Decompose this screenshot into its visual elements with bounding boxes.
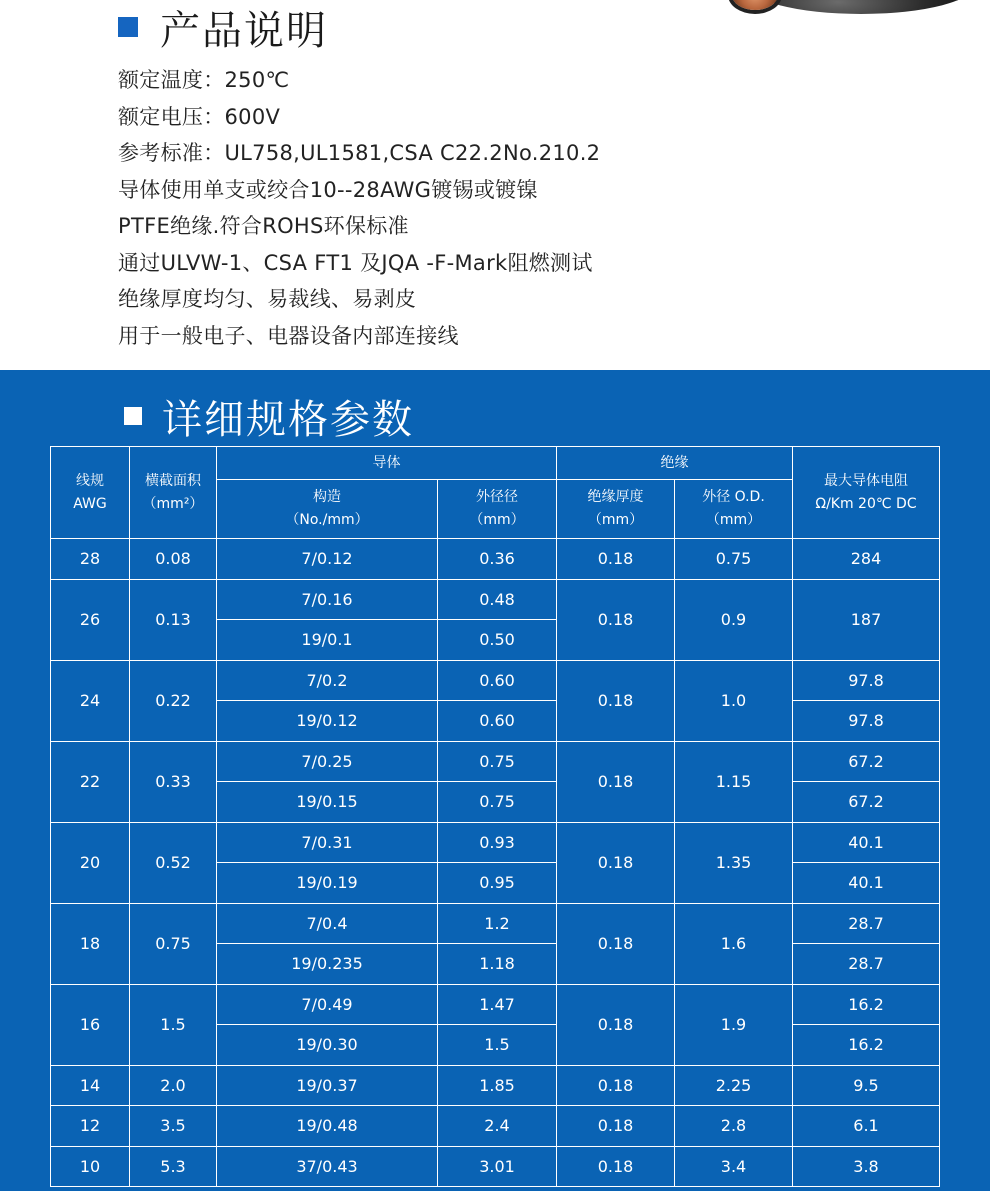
conductor-diameter-cell: 0.75 <box>438 782 557 823</box>
resistance-cell: 6.1 <box>793 1106 940 1147</box>
area-cell: 0.08 <box>130 539 217 580</box>
awg-cell: 14 <box>51 1065 130 1106</box>
awg-cell: 24 <box>51 660 130 741</box>
conductor-diameter-cell: 1.5 <box>438 1025 557 1066</box>
description-line: PTFE绝缘.符合ROHS环保标准 <box>118 214 409 238</box>
awg-cell: 18 <box>51 903 130 984</box>
header-conductor-diameter: 外径径 （mm） <box>438 480 557 539</box>
header-outer-diameter: 外径 O.D. （mm） <box>675 480 793 539</box>
cable-photo <box>720 0 990 18</box>
outer-diameter-cell: 0.75 <box>675 539 793 580</box>
resistance-cell: 3.8 <box>793 1146 940 1187</box>
outer-diameter-cell: 2.8 <box>675 1106 793 1147</box>
area-cell: 0.22 <box>130 660 217 741</box>
description-line: 导体使用单支或绞合10--28AWG镀锡或镀镍 <box>118 177 538 202</box>
conductor-diameter-cell: 0.93 <box>438 822 557 863</box>
table-row <box>51 1106 940 1147</box>
awg-cell: 28 <box>51 539 130 580</box>
resistance-cell: 187 <box>793 579 940 660</box>
structure-cell: 19/0.19 <box>217 863 438 904</box>
header-structure: 构造 （No./mm） <box>217 480 438 539</box>
insulation-thickness-cell: 0.18 <box>557 539 675 580</box>
description-line: 额定电压：600V <box>118 104 281 129</box>
outer-diameter-cell: 0.9 <box>675 579 793 660</box>
table-row <box>51 1065 940 1106</box>
table-row <box>51 579 940 620</box>
section-title: 详细规格参数 <box>162 396 414 443</box>
structure-cell: 19/0.12 <box>217 701 438 742</box>
conductor-diameter-cell: 1.47 <box>438 984 557 1025</box>
conductor-diameter-cell: 0.50 <box>438 620 557 661</box>
conductor-diameter-cell: 0.95 <box>438 863 557 904</box>
resistance-cell: 9.5 <box>793 1065 940 1106</box>
resistance-cell: 67.2 <box>793 782 940 823</box>
table-row <box>51 822 940 863</box>
conductor-diameter-cell: 1.2 <box>438 903 557 944</box>
outer-diameter-cell: 1.0 <box>675 660 793 741</box>
insulation-thickness-cell: 0.18 <box>557 1065 675 1106</box>
resistance-cell: 284 <box>793 539 940 580</box>
area-cell: 3.5 <box>130 1106 217 1147</box>
table-row <box>51 1146 940 1187</box>
awg-cell: 22 <box>51 741 130 822</box>
structure-cell: 19/0.1 <box>217 620 438 661</box>
awg-cell: 26 <box>51 579 130 660</box>
resistance-cell: 97.8 <box>793 660 940 701</box>
description-line: 用于一般电子、电器设备内部连接线 <box>118 323 459 348</box>
structure-cell: 19/0.235 <box>217 944 438 985</box>
conductor-diameter-cell: 0.75 <box>438 741 557 782</box>
conductor-diameter-cell: 0.48 <box>438 579 557 620</box>
resistance-cell: 40.1 <box>793 863 940 904</box>
outer-diameter-cell: 3.4 <box>675 1146 793 1187</box>
area-cell: 0.33 <box>130 741 217 822</box>
conductor-diameter-cell: 1.18 <box>438 944 557 985</box>
header-awg: 线规 AWG <box>51 447 130 539</box>
insulation-thickness-cell: 0.18 <box>557 1146 675 1187</box>
resistance-cell: 28.7 <box>793 944 940 985</box>
outer-diameter-cell: 1.35 <box>675 822 793 903</box>
section-title: 产品说明 <box>160 7 328 54</box>
square-bullet-icon <box>118 17 138 37</box>
awg-cell: 10 <box>51 1146 130 1187</box>
description-line: 通过ULVW-1、CSA FT1 及JQA -F-Mark阻燃测试 <box>118 250 593 275</box>
insulation-thickness-cell: 0.18 <box>557 1106 675 1147</box>
resistance-cell: 16.2 <box>793 1025 940 1066</box>
structure-cell: 19/0.15 <box>217 782 438 823</box>
structure-cell: 19/0.30 <box>217 1025 438 1066</box>
insulation-thickness-cell: 0.18 <box>557 903 675 984</box>
conductor-diameter-cell: 3.01 <box>438 1146 557 1187</box>
structure-cell: 7/0.2 <box>217 660 438 701</box>
conductor-diameter-cell: 1.85 <box>438 1065 557 1106</box>
conductor-diameter-cell: 2.4 <box>438 1106 557 1147</box>
awg-cell: 20 <box>51 822 130 903</box>
insulation-thickness-cell: 0.18 <box>557 579 675 660</box>
structure-cell: 7/0.12 <box>217 539 438 580</box>
spec-heading <box>124 388 414 444</box>
description-line: 参考标准：UL758,UL1581,CSA C22.2No.210.2 <box>118 141 601 165</box>
area-cell: 2.0 <box>130 1065 217 1106</box>
structure-cell: 7/0.16 <box>217 579 438 620</box>
insulation-thickness-cell: 0.18 <box>557 984 675 1065</box>
header-insulation: 绝缘 <box>557 447 793 480</box>
square-bullet-icon <box>124 407 142 425</box>
structure-cell: 7/0.49 <box>217 984 438 1025</box>
description-list <box>118 62 600 354</box>
header-resistance: 最大导体电阻 Ω/Km 20℃ DC <box>793 447 940 539</box>
insulation-thickness-cell: 0.18 <box>557 660 675 741</box>
awg-cell: 16 <box>51 984 130 1065</box>
area-cell: 1.5 <box>130 984 217 1065</box>
description-line: 绝缘厚度均匀、易裁线、易剥皮 <box>118 287 417 311</box>
description-line: 额定温度：250℃ <box>118 68 290 92</box>
table-row <box>51 539 940 580</box>
area-cell: 0.13 <box>130 579 217 660</box>
resistance-cell: 40.1 <box>793 822 940 863</box>
conductor-diameter-cell: 0.60 <box>438 660 557 701</box>
outer-diameter-cell: 1.6 <box>675 903 793 984</box>
conductor-diameter-cell: 0.36 <box>438 539 557 580</box>
structure-cell: 19/0.37 <box>217 1065 438 1106</box>
insulation-thickness-cell: 0.18 <box>557 822 675 903</box>
header-area: 横截面积 （mm²） <box>130 447 217 539</box>
area-cell: 0.75 <box>130 903 217 984</box>
table-row <box>51 984 940 1025</box>
insulation-thickness-cell: 0.18 <box>557 741 675 822</box>
outer-diameter-cell: 2.25 <box>675 1065 793 1106</box>
resistance-cell: 67.2 <box>793 741 940 782</box>
outer-diameter-cell: 1.15 <box>675 741 793 822</box>
resistance-cell: 16.2 <box>793 984 940 1025</box>
header-conductor: 导体 <box>217 447 557 480</box>
structure-cell: 7/0.25 <box>217 741 438 782</box>
awg-cell: 12 <box>51 1106 130 1147</box>
structure-cell: 7/0.31 <box>217 822 438 863</box>
table-row <box>51 903 940 944</box>
header-insulation-thickness: 绝缘厚度 （mm） <box>557 480 675 539</box>
table-row <box>51 741 940 782</box>
structure-cell: 19/0.48 <box>217 1106 438 1147</box>
product-description-heading <box>118 2 328 52</box>
structure-cell: 37/0.43 <box>217 1146 438 1187</box>
area-cell: 5.3 <box>130 1146 217 1187</box>
outer-diameter-cell: 1.9 <box>675 984 793 1065</box>
resistance-cell: 28.7 <box>793 903 940 944</box>
resistance-cell: 97.8 <box>793 701 940 742</box>
table-row <box>51 660 940 701</box>
structure-cell: 7/0.4 <box>217 903 438 944</box>
spec-table <box>50 446 940 1187</box>
area-cell: 0.52 <box>130 822 217 903</box>
conductor-diameter-cell: 0.60 <box>438 701 557 742</box>
